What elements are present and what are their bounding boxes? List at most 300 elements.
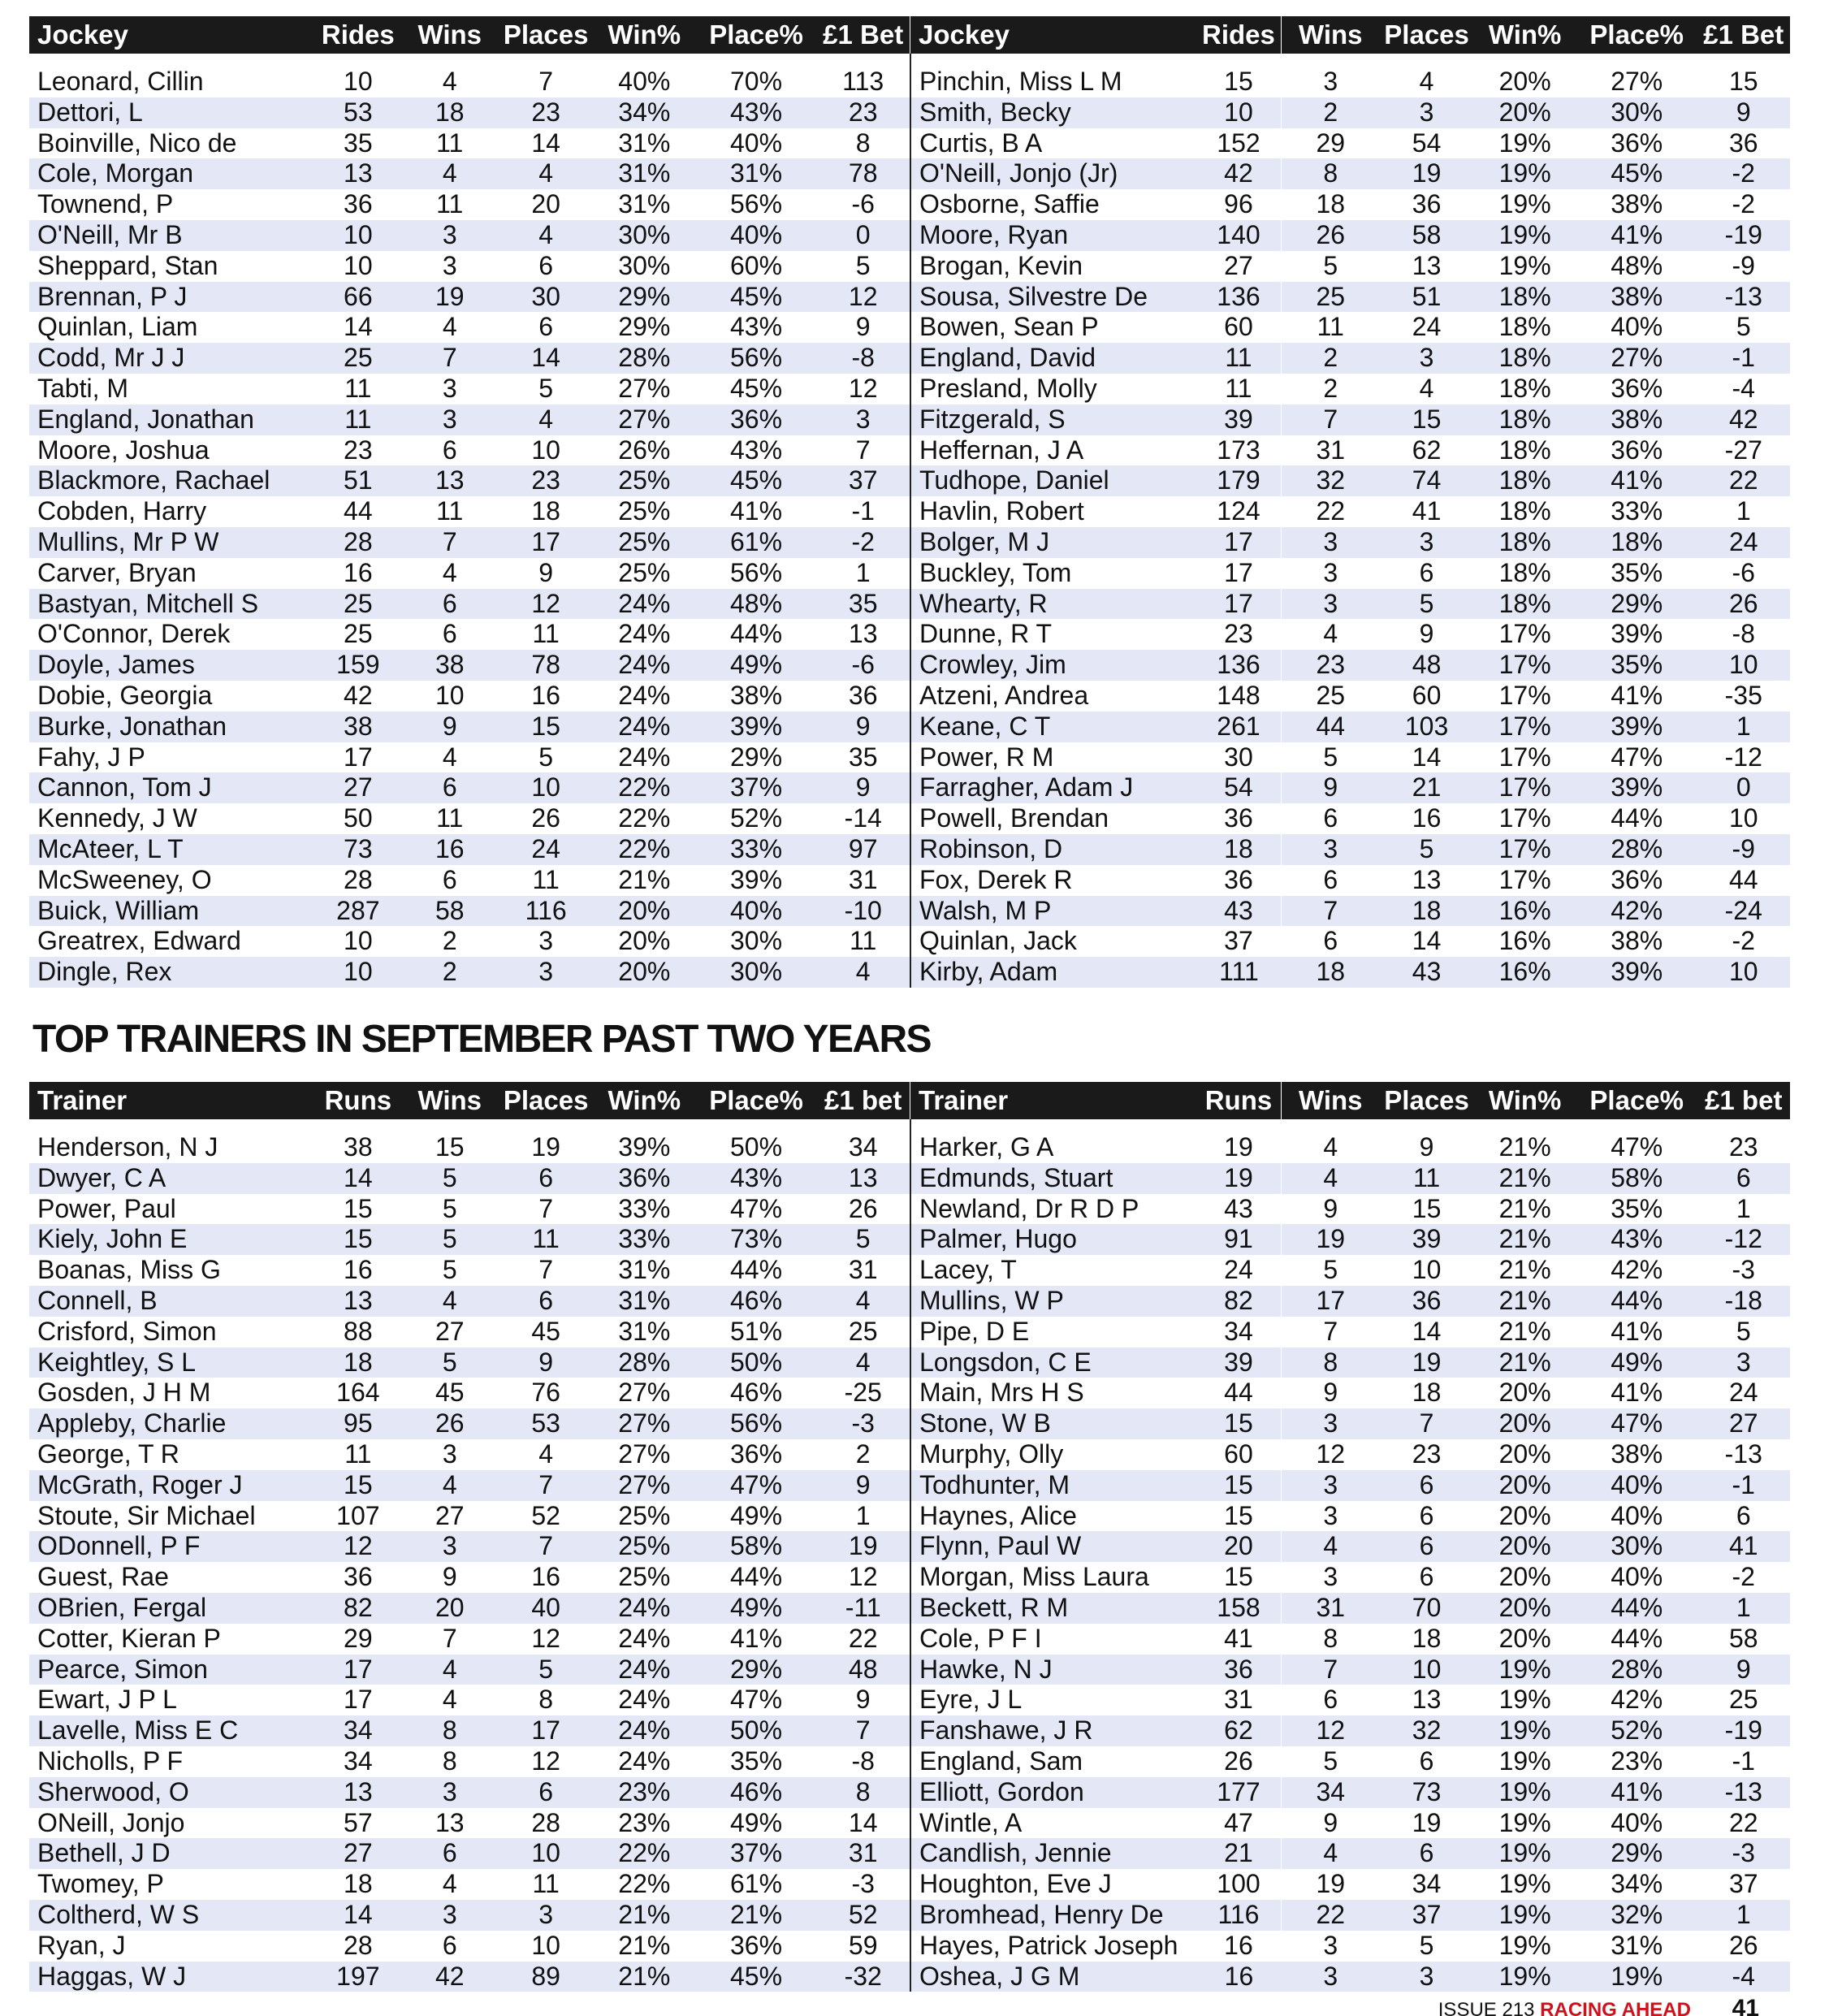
stat-cell: 28%	[593, 1348, 696, 1378]
stat-cell: 20%	[593, 926, 696, 957]
name-cell: Houghton, Eve J	[910, 1869, 1196, 1900]
name-cell: Beckett, R M	[910, 1593, 1196, 1624]
stat-cell: 18	[1282, 957, 1380, 988]
stat-cell: 10	[316, 251, 401, 282]
stat-cell: 25%	[593, 465, 696, 496]
stat-cell: 27%	[1576, 343, 1697, 374]
column-header: Win%	[593, 1082, 696, 1119]
stat-cell: 73	[1380, 1777, 1474, 1808]
stat-cell: 18	[400, 97, 499, 128]
table-row	[910, 1317, 1790, 1348]
stat-cell: 6	[1697, 1501, 1791, 1532]
stat-cell: 31	[1282, 435, 1380, 466]
stat-cell: 58	[400, 896, 499, 927]
stat-cell: -1	[1697, 1470, 1791, 1501]
stat-cell: 29	[316, 1624, 401, 1655]
column-header: Jockey	[29, 16, 316, 54]
stat-cell: 21%	[1473, 1224, 1576, 1255]
table-row	[910, 772, 1790, 803]
stat-cell: 73	[316, 834, 401, 865]
name-cell: Kiely, John E	[29, 1224, 316, 1255]
stat-cell: 70	[1380, 1593, 1474, 1624]
table-row	[910, 926, 1790, 957]
stat-cell: 4	[400, 558, 499, 589]
stat-cell: 5	[499, 374, 593, 404]
stat-cell: 5	[1282, 251, 1380, 282]
stat-cell: 19	[499, 1132, 593, 1163]
stat-cell: 40%	[1576, 1501, 1697, 1532]
stat-cell: 17%	[1473, 650, 1576, 681]
stat-cell: 18%	[1473, 404, 1576, 435]
stat-cell: 56%	[696, 558, 817, 589]
stat-cell: 22%	[593, 1838, 696, 1869]
name-cell: Lacey, T	[910, 1255, 1196, 1286]
spacer-cell	[400, 1119, 499, 1132]
stat-cell: 82	[1196, 1286, 1282, 1317]
stat-cell: 44	[316, 496, 401, 527]
stat-cell: -3	[816, 1408, 910, 1439]
name-cell: Codd, Mr J J	[29, 343, 316, 374]
stat-cell: 48%	[1576, 251, 1697, 282]
stat-cell: 6	[400, 619, 499, 650]
stat-cell: 8	[1282, 158, 1380, 189]
table-row	[29, 189, 910, 220]
stat-cell: 14	[499, 343, 593, 374]
header-spacer	[29, 1119, 910, 1132]
stat-cell: -10	[816, 896, 910, 927]
stat-cell: -13	[1697, 282, 1791, 313]
stat-cell: 49%	[696, 1593, 817, 1624]
stat-cell: 3	[1282, 1562, 1380, 1593]
stat-cell: 22%	[593, 1869, 696, 1900]
stat-cell: 3	[1282, 1408, 1380, 1439]
name-cell: Bowen, Sean P	[910, 312, 1196, 343]
stat-cell: 4	[816, 957, 910, 988]
stat-cell: 36	[1380, 1286, 1474, 1317]
stat-cell: 25	[1697, 1685, 1791, 1715]
column-header: Jockey	[910, 16, 1196, 54]
stat-cell: 30	[499, 282, 593, 313]
name-cell: Cannon, Tom J	[29, 772, 316, 803]
table-row	[910, 1746, 1790, 1777]
stat-cell: 31%	[1576, 1931, 1697, 1962]
column-header: Place%	[696, 1082, 817, 1119]
stat-cell: 111	[1196, 957, 1282, 988]
stat-cell: 179	[1196, 465, 1282, 496]
table-row	[910, 650, 1790, 681]
stat-cell: 5	[400, 1224, 499, 1255]
table-row	[910, 1715, 1790, 1746]
stat-cell: 39%	[1576, 619, 1697, 650]
stat-cell: 1	[1697, 1593, 1791, 1624]
stat-cell: 36%	[1576, 128, 1697, 159]
stat-cell: 6	[1380, 1562, 1474, 1593]
stat-cell: 4	[1282, 1163, 1380, 1194]
stat-cell: 46%	[696, 1777, 817, 1808]
stat-cell: 35%	[1576, 1194, 1697, 1225]
stat-cell: 31%	[593, 128, 696, 159]
stat-cell: 60	[1196, 312, 1282, 343]
stat-cell: 78	[816, 158, 910, 189]
stat-cell: 25%	[593, 1531, 696, 1562]
stat-cell: 3	[1697, 1348, 1791, 1378]
stat-cell: 4	[499, 220, 593, 251]
stat-cell: 19%	[1473, 1808, 1576, 1839]
stat-cell: 96	[1196, 189, 1282, 220]
stat-cell: 13	[816, 1163, 910, 1194]
spacer-cell	[1473, 54, 1576, 67]
stat-cell: 26	[816, 1194, 910, 1225]
stat-cell: 27%	[593, 1408, 696, 1439]
stat-cell: 21%	[593, 1900, 696, 1931]
table-row	[29, 282, 910, 313]
stat-cell: 15	[1196, 1408, 1282, 1439]
stat-cell: 1	[1697, 1194, 1791, 1225]
stat-cell: 54	[1196, 772, 1282, 803]
name-cell: Dunne, R T	[910, 619, 1196, 650]
name-cell: Keane, C T	[910, 712, 1196, 742]
stat-cell: 9	[1282, 1378, 1380, 1408]
table-row	[29, 1378, 910, 1408]
stat-cell: 28%	[1576, 834, 1697, 865]
stat-cell: 42	[400, 1962, 499, 1992]
stat-cell: 21%	[696, 1900, 817, 1931]
table-row	[910, 527, 1790, 558]
stat-cell: 20%	[1473, 1470, 1576, 1501]
stat-cell: 17%	[1473, 772, 1576, 803]
stat-cell: 31	[816, 865, 910, 896]
stat-cell: 20%	[1473, 1439, 1576, 1470]
table-row	[29, 926, 910, 957]
stat-cell: 8	[816, 128, 910, 159]
spacer-cell	[1473, 1119, 1576, 1132]
table-row	[29, 1439, 910, 1470]
stat-cell: 26	[499, 803, 593, 834]
stat-cell: 24%	[593, 589, 696, 620]
stat-cell: 40%	[696, 128, 817, 159]
column-header: Place%	[1576, 16, 1697, 54]
stat-cell: 39	[1380, 1224, 1474, 1255]
stat-cell: 1	[816, 1501, 910, 1532]
jockey-rows-left	[29, 54, 910, 988]
table-row	[29, 343, 910, 374]
stat-cell: 60	[1196, 1439, 1282, 1470]
name-cell: ONeill, Jonjo	[29, 1808, 316, 1839]
stat-cell: 39%	[593, 1132, 696, 1163]
table-row	[910, 1255, 1790, 1286]
column-header: Places	[1380, 1082, 1474, 1119]
stat-cell: 34%	[593, 97, 696, 128]
stat-cell: 8	[400, 1746, 499, 1777]
stat-cell: 52%	[696, 803, 817, 834]
name-cell: Ewart, J P L	[29, 1685, 316, 1715]
stat-cell: 100	[1196, 1869, 1282, 1900]
stat-cell: 56%	[696, 1408, 817, 1439]
stat-cell: 36	[316, 1562, 401, 1593]
stat-cell: 19	[1282, 1869, 1380, 1900]
trainer-rows-left	[29, 1119, 910, 1992]
name-cell: McAteer, L T	[29, 834, 316, 865]
name-cell: Haggas, W J	[29, 1962, 316, 1992]
stat-cell: 26%	[593, 435, 696, 466]
name-cell: Oshea, J G M	[910, 1962, 1196, 1992]
stat-cell: 19	[816, 1531, 910, 1562]
stat-cell: 6	[400, 865, 499, 896]
stat-cell: 31%	[593, 189, 696, 220]
stat-cell: 41	[1196, 1624, 1282, 1655]
stat-cell: 5	[400, 1194, 499, 1225]
stat-cell: 5	[1697, 1317, 1791, 1348]
table-row	[29, 957, 910, 988]
stat-cell: 18%	[1473, 465, 1576, 496]
column-header: Win%	[593, 16, 696, 54]
stat-cell: 3	[1380, 343, 1474, 374]
stat-cell: -11	[816, 1593, 910, 1624]
stat-cell: 9	[499, 558, 593, 589]
stat-cell: 9	[400, 1562, 499, 1593]
stat-cell: 51	[316, 465, 401, 496]
spacer-cell	[29, 54, 316, 67]
stat-cell: 18%	[1473, 435, 1576, 466]
table-row	[910, 1808, 1790, 1839]
stat-cell: 5	[400, 1348, 499, 1378]
stat-cell: 22%	[593, 803, 696, 834]
stat-cell: 11	[400, 496, 499, 527]
name-cell: Burke, Jonathan	[29, 712, 316, 742]
stat-cell: 107	[316, 1501, 401, 1532]
stat-cell: 7	[1380, 1408, 1474, 1439]
name-cell: Brogan, Kevin	[910, 251, 1196, 282]
stat-cell: 7	[1282, 896, 1380, 927]
stat-cell: 26	[1282, 220, 1380, 251]
stat-cell: 24%	[593, 650, 696, 681]
table-row	[910, 1562, 1790, 1593]
stat-cell: 140	[1196, 220, 1282, 251]
page-footer	[1438, 1995, 1759, 2016]
stat-cell: 52%	[1576, 1715, 1697, 1746]
stat-cell: 17%	[1473, 865, 1576, 896]
stat-cell: 28	[316, 865, 401, 896]
table-row	[29, 1194, 910, 1225]
stat-cell: 27	[316, 772, 401, 803]
stat-cell: -2	[1697, 158, 1791, 189]
stat-cell: 6	[499, 1163, 593, 1194]
stat-cell: 62	[1380, 435, 1474, 466]
stat-cell: 36	[1196, 1655, 1282, 1685]
stat-cell: 19%	[1473, 1746, 1576, 1777]
name-cell: Leonard, Cillin	[29, 67, 316, 97]
stat-cell: 15	[499, 712, 593, 742]
stat-cell: 25%	[593, 1562, 696, 1593]
name-cell: Power, R M	[910, 742, 1196, 773]
stat-cell: 27%	[593, 1439, 696, 1470]
stat-cell: 5	[816, 1224, 910, 1255]
stat-cell: 21%	[1473, 1317, 1576, 1348]
stat-cell: 19%	[1473, 1838, 1576, 1869]
stat-cell: 34	[316, 1746, 401, 1777]
stat-cell: 18%	[1473, 496, 1576, 527]
stat-cell: -3	[1697, 1838, 1791, 1869]
stat-cell: 9	[1697, 1655, 1791, 1685]
stat-cell: 19	[1196, 1132, 1282, 1163]
spacer-cell	[1576, 1119, 1697, 1132]
stat-cell: 24	[1697, 527, 1791, 558]
stat-cell: -13	[1697, 1439, 1791, 1470]
stat-cell: 4	[400, 1685, 499, 1715]
stat-cell: 27%	[593, 404, 696, 435]
spacer-cell	[499, 54, 593, 67]
table-row	[29, 1900, 910, 1931]
stat-cell: -19	[1697, 1715, 1791, 1746]
stat-cell: 15	[1196, 1470, 1282, 1501]
spacer-cell	[816, 54, 910, 67]
stat-cell: 14	[316, 1900, 401, 1931]
spacer-cell	[816, 1119, 910, 1132]
stat-cell: 20%	[1473, 97, 1576, 128]
stat-cell: 7	[1282, 1317, 1380, 1348]
table-row	[29, 251, 910, 282]
name-cell: George, T R	[29, 1439, 316, 1470]
stat-cell: 40	[499, 1593, 593, 1624]
stat-cell: 12	[816, 374, 910, 404]
stat-cell: 17	[316, 1685, 401, 1715]
name-cell: Bastyan, Mitchell S	[29, 589, 316, 620]
name-cell: Boinville, Nico de	[29, 128, 316, 159]
stat-cell: 136	[1196, 282, 1282, 313]
stat-cell: 6	[400, 1838, 499, 1869]
stat-cell: 9	[1380, 619, 1474, 650]
stat-cell: 42	[1196, 158, 1282, 189]
stat-cell: 6	[1380, 1501, 1474, 1532]
stat-cell: 7	[816, 1715, 910, 1746]
spacer-cell	[1380, 54, 1474, 67]
stat-cell: 46%	[696, 1378, 817, 1408]
stat-cell: 9	[1282, 1194, 1380, 1225]
stat-cell: 4	[1380, 67, 1474, 97]
stat-cell: 46%	[696, 1286, 817, 1317]
stat-cell: 7	[499, 1470, 593, 1501]
stat-cell: 17	[1196, 558, 1282, 589]
stat-cell: -6	[816, 650, 910, 681]
name-cell: Dingle, Rex	[29, 957, 316, 988]
stat-cell: 36%	[1576, 374, 1697, 404]
stat-cell: 7	[1282, 1655, 1380, 1685]
stat-cell: 41	[1380, 496, 1474, 527]
stat-cell: 32	[1380, 1715, 1474, 1746]
stat-cell: 14	[816, 1808, 910, 1839]
stat-cell: 16	[316, 1255, 401, 1286]
stat-cell: 6	[1380, 1746, 1474, 1777]
stat-cell: 17	[499, 527, 593, 558]
stat-cell: 4	[816, 1286, 910, 1317]
stat-cell: 95	[316, 1408, 401, 1439]
stat-cell: 7	[499, 1255, 593, 1286]
stat-cell: 18%	[1473, 374, 1576, 404]
stat-cell: 20%	[1473, 1593, 1576, 1624]
name-cell: Sherwood, O	[29, 1777, 316, 1808]
stat-cell: 21%	[1473, 1255, 1576, 1286]
stat-cell: 13	[316, 1777, 401, 1808]
stat-cell: 36%	[1576, 865, 1697, 896]
stat-cell: 10	[1697, 803, 1791, 834]
stat-cell: 24	[1380, 312, 1474, 343]
spacer-cell	[1576, 54, 1697, 67]
name-cell: Buckley, Tom	[910, 558, 1196, 589]
stat-cell: 17	[1196, 527, 1282, 558]
table-row	[29, 1869, 910, 1900]
stat-cell: 27%	[1576, 67, 1697, 97]
stat-cell: 1	[1697, 496, 1791, 527]
table-row	[910, 220, 1790, 251]
stat-cell: 53	[499, 1408, 593, 1439]
table-row	[29, 650, 910, 681]
name-cell: Harker, G A	[910, 1132, 1196, 1163]
stat-cell: 23	[1196, 619, 1282, 650]
stat-cell: 29%	[593, 282, 696, 313]
stat-cell: 30%	[696, 926, 817, 957]
stat-cell: 4	[400, 158, 499, 189]
table-row	[29, 97, 910, 128]
stat-cell: 1	[816, 558, 910, 589]
stat-cell: 158	[1196, 1593, 1282, 1624]
table-row	[910, 465, 1790, 496]
stat-cell: 12	[1282, 1715, 1380, 1746]
name-cell: Fahy, J P	[29, 742, 316, 773]
stat-cell: 50%	[696, 1715, 817, 1746]
column-header: Runs	[1196, 1082, 1282, 1119]
name-cell: Tudhope, Daniel	[910, 465, 1196, 496]
stat-cell: 23	[1697, 1132, 1791, 1163]
stat-cell: 17%	[1473, 803, 1576, 834]
stat-cell: 5	[499, 1655, 593, 1685]
name-cell: McGrath, Roger J	[29, 1470, 316, 1501]
stat-cell: 29%	[1576, 589, 1697, 620]
stat-cell: 24%	[593, 1715, 696, 1746]
stat-cell: 39%	[1576, 772, 1697, 803]
stat-cell: 58%	[696, 1531, 817, 1562]
stat-cell: 7	[499, 1531, 593, 1562]
name-cell: Kirby, Adam	[910, 957, 1196, 988]
spacer-cell	[696, 54, 817, 67]
stat-cell: 44%	[696, 619, 817, 650]
table-row	[29, 1224, 910, 1255]
name-cell: Elliott, Gordon	[910, 1777, 1196, 1808]
name-cell: Fox, Derek R	[910, 865, 1196, 896]
stat-cell: 16%	[1473, 957, 1576, 988]
name-cell: Longsdon, C E	[910, 1348, 1196, 1378]
stat-cell: 20%	[1473, 1562, 1576, 1593]
table-row	[910, 865, 1790, 896]
stat-cell: 58	[1380, 220, 1474, 251]
stat-cell: 78	[499, 650, 593, 681]
trainer-table-left	[29, 1082, 910, 1992]
stat-cell: 124	[1196, 496, 1282, 527]
stat-cell: 31%	[593, 1317, 696, 1348]
stat-cell: 43%	[696, 1163, 817, 1194]
stat-cell: 10	[316, 220, 401, 251]
stat-cell: 58	[1697, 1624, 1791, 1655]
stat-cell: 14	[499, 128, 593, 159]
stat-cell: 35	[816, 742, 910, 773]
brand-label: RACING AHEAD	[1540, 1999, 1691, 2016]
name-cell: Robinson, D	[910, 834, 1196, 865]
stat-cell: 177	[1196, 1777, 1282, 1808]
stat-cell: 13	[316, 1286, 401, 1317]
table-row	[29, 404, 910, 435]
stat-cell: 10	[1697, 957, 1791, 988]
stat-cell: 9	[1697, 97, 1791, 128]
name-cell: Cotter, Kieran P	[29, 1624, 316, 1655]
